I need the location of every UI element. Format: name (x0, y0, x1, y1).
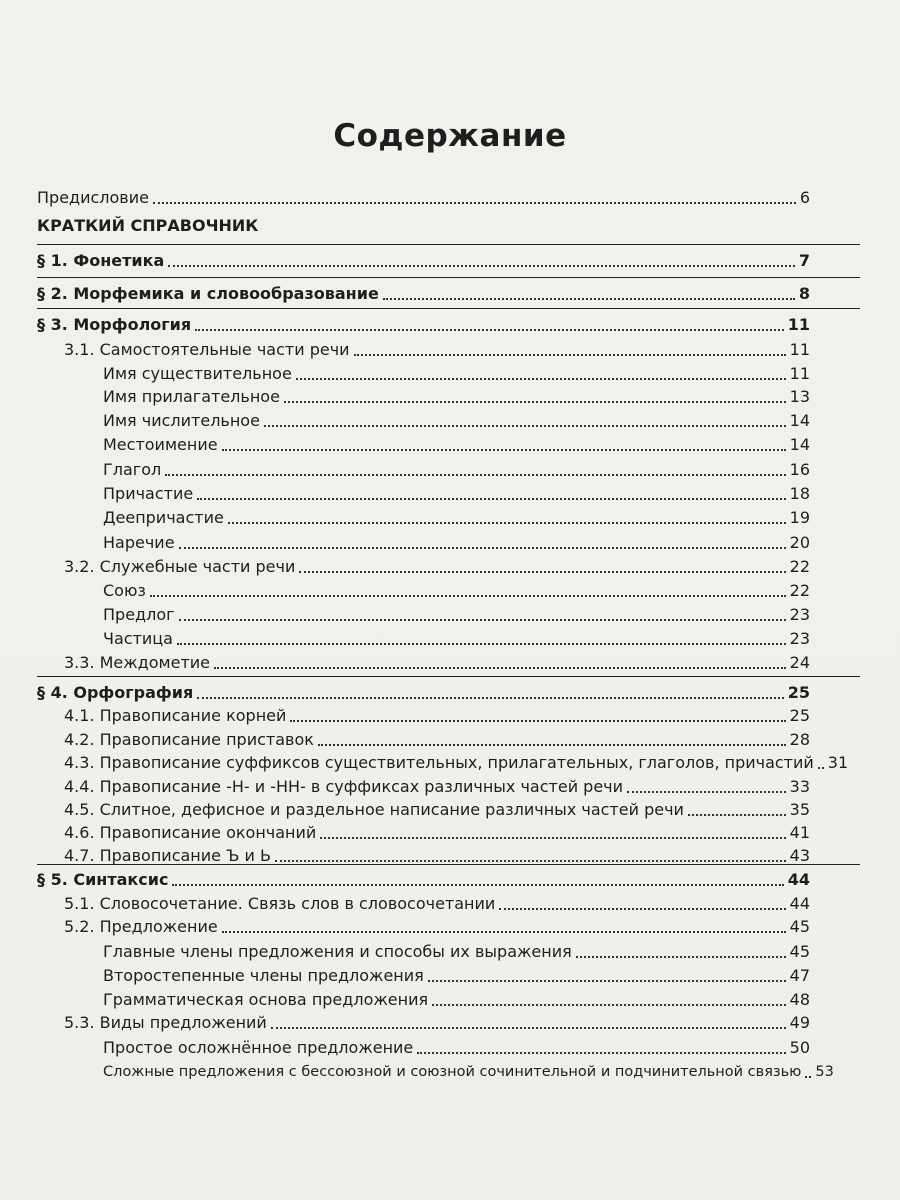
toc-label: 4.4. Правописание -Н- и -НН- в суффиксах различных частей речи (64, 777, 624, 796)
toc-entry (64, 340, 810, 360)
toc-label: 3.3. Междометие (64, 653, 211, 672)
dot-leader (354, 354, 786, 356)
toc-entry (64, 894, 810, 914)
dot-leader (299, 571, 785, 573)
dot-leader (222, 449, 786, 451)
toc-entry-preface (37, 188, 810, 208)
dot-leader (428, 980, 786, 982)
toc-label: 4.5. Слитное, дефисное и раздельное написание различных частей речи (64, 800, 684, 819)
toc-label: Причастие (103, 484, 194, 503)
toc-page: 20 (789, 533, 810, 552)
section-divider (37, 244, 860, 245)
toc-entry (103, 533, 810, 553)
toc-page: 7 (798, 251, 810, 270)
toc-entry (103, 629, 810, 649)
toc-page: 14 (789, 435, 810, 454)
toc-page: 25 (787, 683, 810, 702)
toc-page: 49 (789, 1013, 810, 1032)
toc-entry (103, 942, 810, 962)
toc-label: Союз (103, 581, 146, 600)
dot-leader (284, 401, 786, 403)
dot-leader (432, 1004, 786, 1006)
dot-leader (264, 425, 786, 427)
toc-page: 25 (789, 706, 810, 725)
dot-leader (172, 884, 783, 886)
toc-page: 23 (789, 629, 810, 648)
toc-page: 28 (789, 730, 810, 749)
dot-leader (627, 791, 786, 793)
toc-label: § 2. Морфемика и словообразование (37, 284, 379, 303)
toc-entry (64, 846, 810, 866)
toc-entry (64, 706, 810, 726)
toc-entry (37, 870, 810, 890)
toc-entry (103, 460, 810, 480)
toc-label: 4.6. Правописание окончаний (64, 823, 317, 842)
toc-label: Грамматическая основа предложения (103, 990, 429, 1009)
toc-entry (103, 508, 810, 528)
toc-entry (103, 966, 810, 986)
toc-label: Второстепенные члены предложения (103, 966, 424, 985)
dot-leader (818, 767, 824, 769)
toc-page: 14 (789, 411, 810, 430)
toc-label: Имя существительное (103, 364, 292, 383)
toc-page: 13 (789, 387, 810, 406)
toc-label: 4.1. Правописание корней (64, 706, 287, 725)
dot-leader (576, 956, 786, 958)
toc-label: § 5. Синтаксис (37, 870, 169, 889)
toc-label: Местоимение (103, 435, 218, 454)
toc-entry (64, 730, 810, 750)
toc-entry (37, 251, 810, 271)
toc-entry (64, 557, 810, 577)
toc-page: 11 (789, 340, 810, 359)
toc-entry (37, 683, 810, 703)
dot-leader (296, 378, 786, 380)
toc-entry (103, 411, 810, 431)
dot-leader (195, 329, 784, 331)
dot-leader (318, 744, 786, 746)
section-divider (37, 308, 860, 309)
toc-label: Имя прилагательное (103, 387, 280, 406)
toc-entry (103, 1062, 834, 1082)
dot-leader (499, 908, 785, 910)
toc-label: Предлог (103, 605, 175, 624)
toc-page: 24 (789, 653, 810, 672)
dot-leader (177, 643, 786, 645)
toc-label: 3.2. Служебные части речи (64, 557, 296, 576)
dot-leader (688, 814, 786, 816)
dot-leader (153, 202, 796, 204)
toc-label: Деепричастие (103, 508, 224, 527)
toc-page: 47 (789, 966, 810, 985)
toc-label: Предисловие (37, 188, 149, 207)
toc-page: 16 (789, 460, 810, 479)
section-divider (37, 676, 860, 677)
toc-label: Глагол (103, 460, 162, 479)
toc-entry (64, 800, 810, 820)
toc-entry (64, 1013, 810, 1033)
dot-leader (214, 667, 786, 669)
dot-leader (168, 265, 795, 267)
toc-label: § 3. Морфология (37, 315, 192, 334)
toc-entry (37, 315, 810, 335)
toc-label: Наречие (103, 533, 175, 552)
toc-entry (103, 581, 810, 601)
section-heading: КРАТКИЙ СПРАВОЧНИК (37, 216, 259, 235)
toc-page: 35 (789, 800, 810, 819)
toc-label: § 4. Орфография (37, 683, 194, 702)
dot-leader (417, 1052, 785, 1054)
toc-page: 11 (787, 315, 810, 334)
toc-entry (103, 990, 810, 1010)
dot-leader (320, 837, 785, 839)
toc-page: 19 (789, 508, 810, 527)
dot-leader (197, 697, 783, 699)
toc-label: 5.2. Предложение (64, 917, 218, 936)
dot-leader (228, 522, 786, 524)
toc-page: 44 (789, 894, 810, 913)
dot-leader (805, 1076, 811, 1078)
dot-leader (150, 595, 786, 597)
toc-entry (64, 823, 810, 843)
toc-page: 50 (789, 1038, 810, 1057)
toc-page: 8 (798, 284, 810, 303)
toc-label: 4.3. Правописание суффиксов существительных, прилагательных, глаголов, причастий (64, 753, 814, 772)
toc-entry (103, 387, 810, 407)
toc-page: 23 (789, 605, 810, 624)
toc-label: Имя числительное (103, 411, 260, 430)
page-title: Содержание (333, 118, 567, 154)
dot-leader (290, 720, 785, 722)
toc-page: 33 (789, 777, 810, 796)
toc-entry (64, 753, 849, 773)
dot-leader (179, 619, 786, 621)
toc-label: 4.7. Правописание Ъ и Ь (64, 846, 271, 865)
toc-entry (103, 605, 810, 625)
dot-leader (383, 298, 795, 300)
toc-entry (103, 435, 810, 455)
dot-leader (271, 1027, 786, 1029)
toc-page: 45 (789, 917, 810, 936)
dot-leader (197, 498, 785, 500)
toc-page: 22 (789, 557, 810, 576)
toc-page: 11 (789, 364, 810, 383)
toc-page: 6 (799, 188, 810, 207)
toc-label: 4.2. Правописание приставок (64, 730, 314, 749)
section-divider (37, 277, 860, 278)
toc-label: 5.3. Виды предложений (64, 1013, 267, 1032)
toc-page: 45 (789, 942, 810, 961)
toc-page: 43 (789, 846, 810, 865)
toc-entry (37, 284, 810, 304)
toc-entry (64, 917, 810, 937)
toc-page: 18 (789, 484, 810, 503)
toc-label: § 1. Фонетика (37, 251, 165, 270)
toc-page: 41 (789, 823, 810, 842)
toc-label: Частица (103, 629, 173, 648)
toc-entry (103, 1038, 810, 1058)
toc-entry (64, 653, 810, 673)
toc-page: 48 (789, 990, 810, 1009)
toc-page: 44 (787, 870, 810, 889)
toc-label: 5.1. Словосочетание. Связь слов в словосочетании (64, 894, 496, 913)
toc-page: 22 (789, 581, 810, 600)
toc-entry (64, 777, 810, 797)
toc-label: Простое осложнённое предложение (103, 1038, 414, 1057)
toc-label: 3.1. Самостоятельные части речи (64, 340, 350, 359)
dot-leader (165, 474, 785, 476)
toc-entry (103, 484, 810, 504)
dot-leader (179, 547, 786, 549)
toc-page: 31 (827, 753, 849, 772)
toc-entry (103, 364, 810, 384)
dot-leader (222, 931, 786, 933)
dot-leader (275, 860, 786, 862)
toc-page: 53 (815, 1064, 834, 1080)
toc-label: Главные члены предложения и способы их выражения (103, 942, 572, 961)
toc-label: Сложные предложения с бессоюзной и союзной сочинительной и подчинительной связью (103, 1064, 802, 1080)
